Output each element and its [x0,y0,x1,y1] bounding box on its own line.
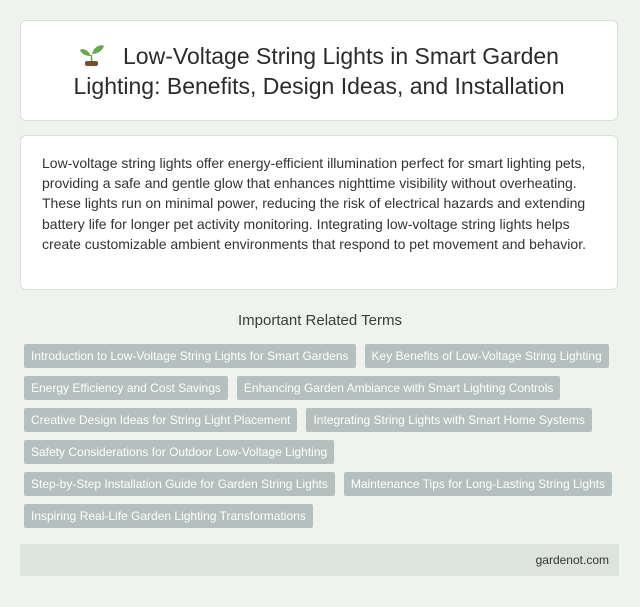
description-text: Low-voltage string lights offer energy-efficient illumination perfect for smart lighting pets, providing a safe and gentle glow that enhances nighttime visibility without overheating. These lights run on minimal power, reducing the risk of electrical hazards and extending battery life for longer pet activity monitoring. Integrating low-voltage string lights helps create customizable ambient environments that respond to pet movement and behavior. [42,155,586,252]
related-term-tag[interactable]: Enhancing Garden Ambiance with Smart Lighting Controls [237,376,561,400]
sprout-icon [79,43,105,67]
footer [20,544,619,576]
related-term-tag[interactable]: Introduction to Low-Voltage String Lights for Smart Gardens [24,344,356,368]
site-name[interactable]: gardenot.com [535,553,609,567]
related-term-tag[interactable]: Step-by-Step Installation Guide for Garden String Lights [24,472,335,496]
related-terms-heading: Important Related Terms [238,312,402,329]
related-term-tag[interactable]: Creative Design Ideas for String Light Placement [24,408,297,432]
tag-row [24,504,624,528]
tag-row [24,344,624,368]
title-card [20,20,618,121]
related-term-tag[interactable]: Safety Considerations for Outdoor Low-Voltage Lighting [24,440,334,464]
tag-row [24,376,624,400]
related-term-tag[interactable]: Key Benefits of Low-Voltage String Lighting [365,344,609,368]
related-terms-list [24,344,624,536]
tag-row [24,440,624,464]
tag-row [24,472,624,496]
page-title [21,41,617,101]
page-title-text: Low-Voltage String Lights in Smart Garden Lighting: Benefits, Design Ideas, and Installation [73,42,565,99]
related-term-tag[interactable]: Integrating String Lights with Smart Home Systems [306,408,591,432]
related-term-tag[interactable]: Maintenance Tips for Long-Lasting String Lights [344,472,612,496]
related-term-tag[interactable]: Inspiring Real-Life Garden Lighting Transformations [24,504,313,528]
description-card [20,135,618,290]
related-term-tag[interactable]: Energy Efficiency and Cost Savings [24,376,228,400]
tag-row [24,408,624,432]
